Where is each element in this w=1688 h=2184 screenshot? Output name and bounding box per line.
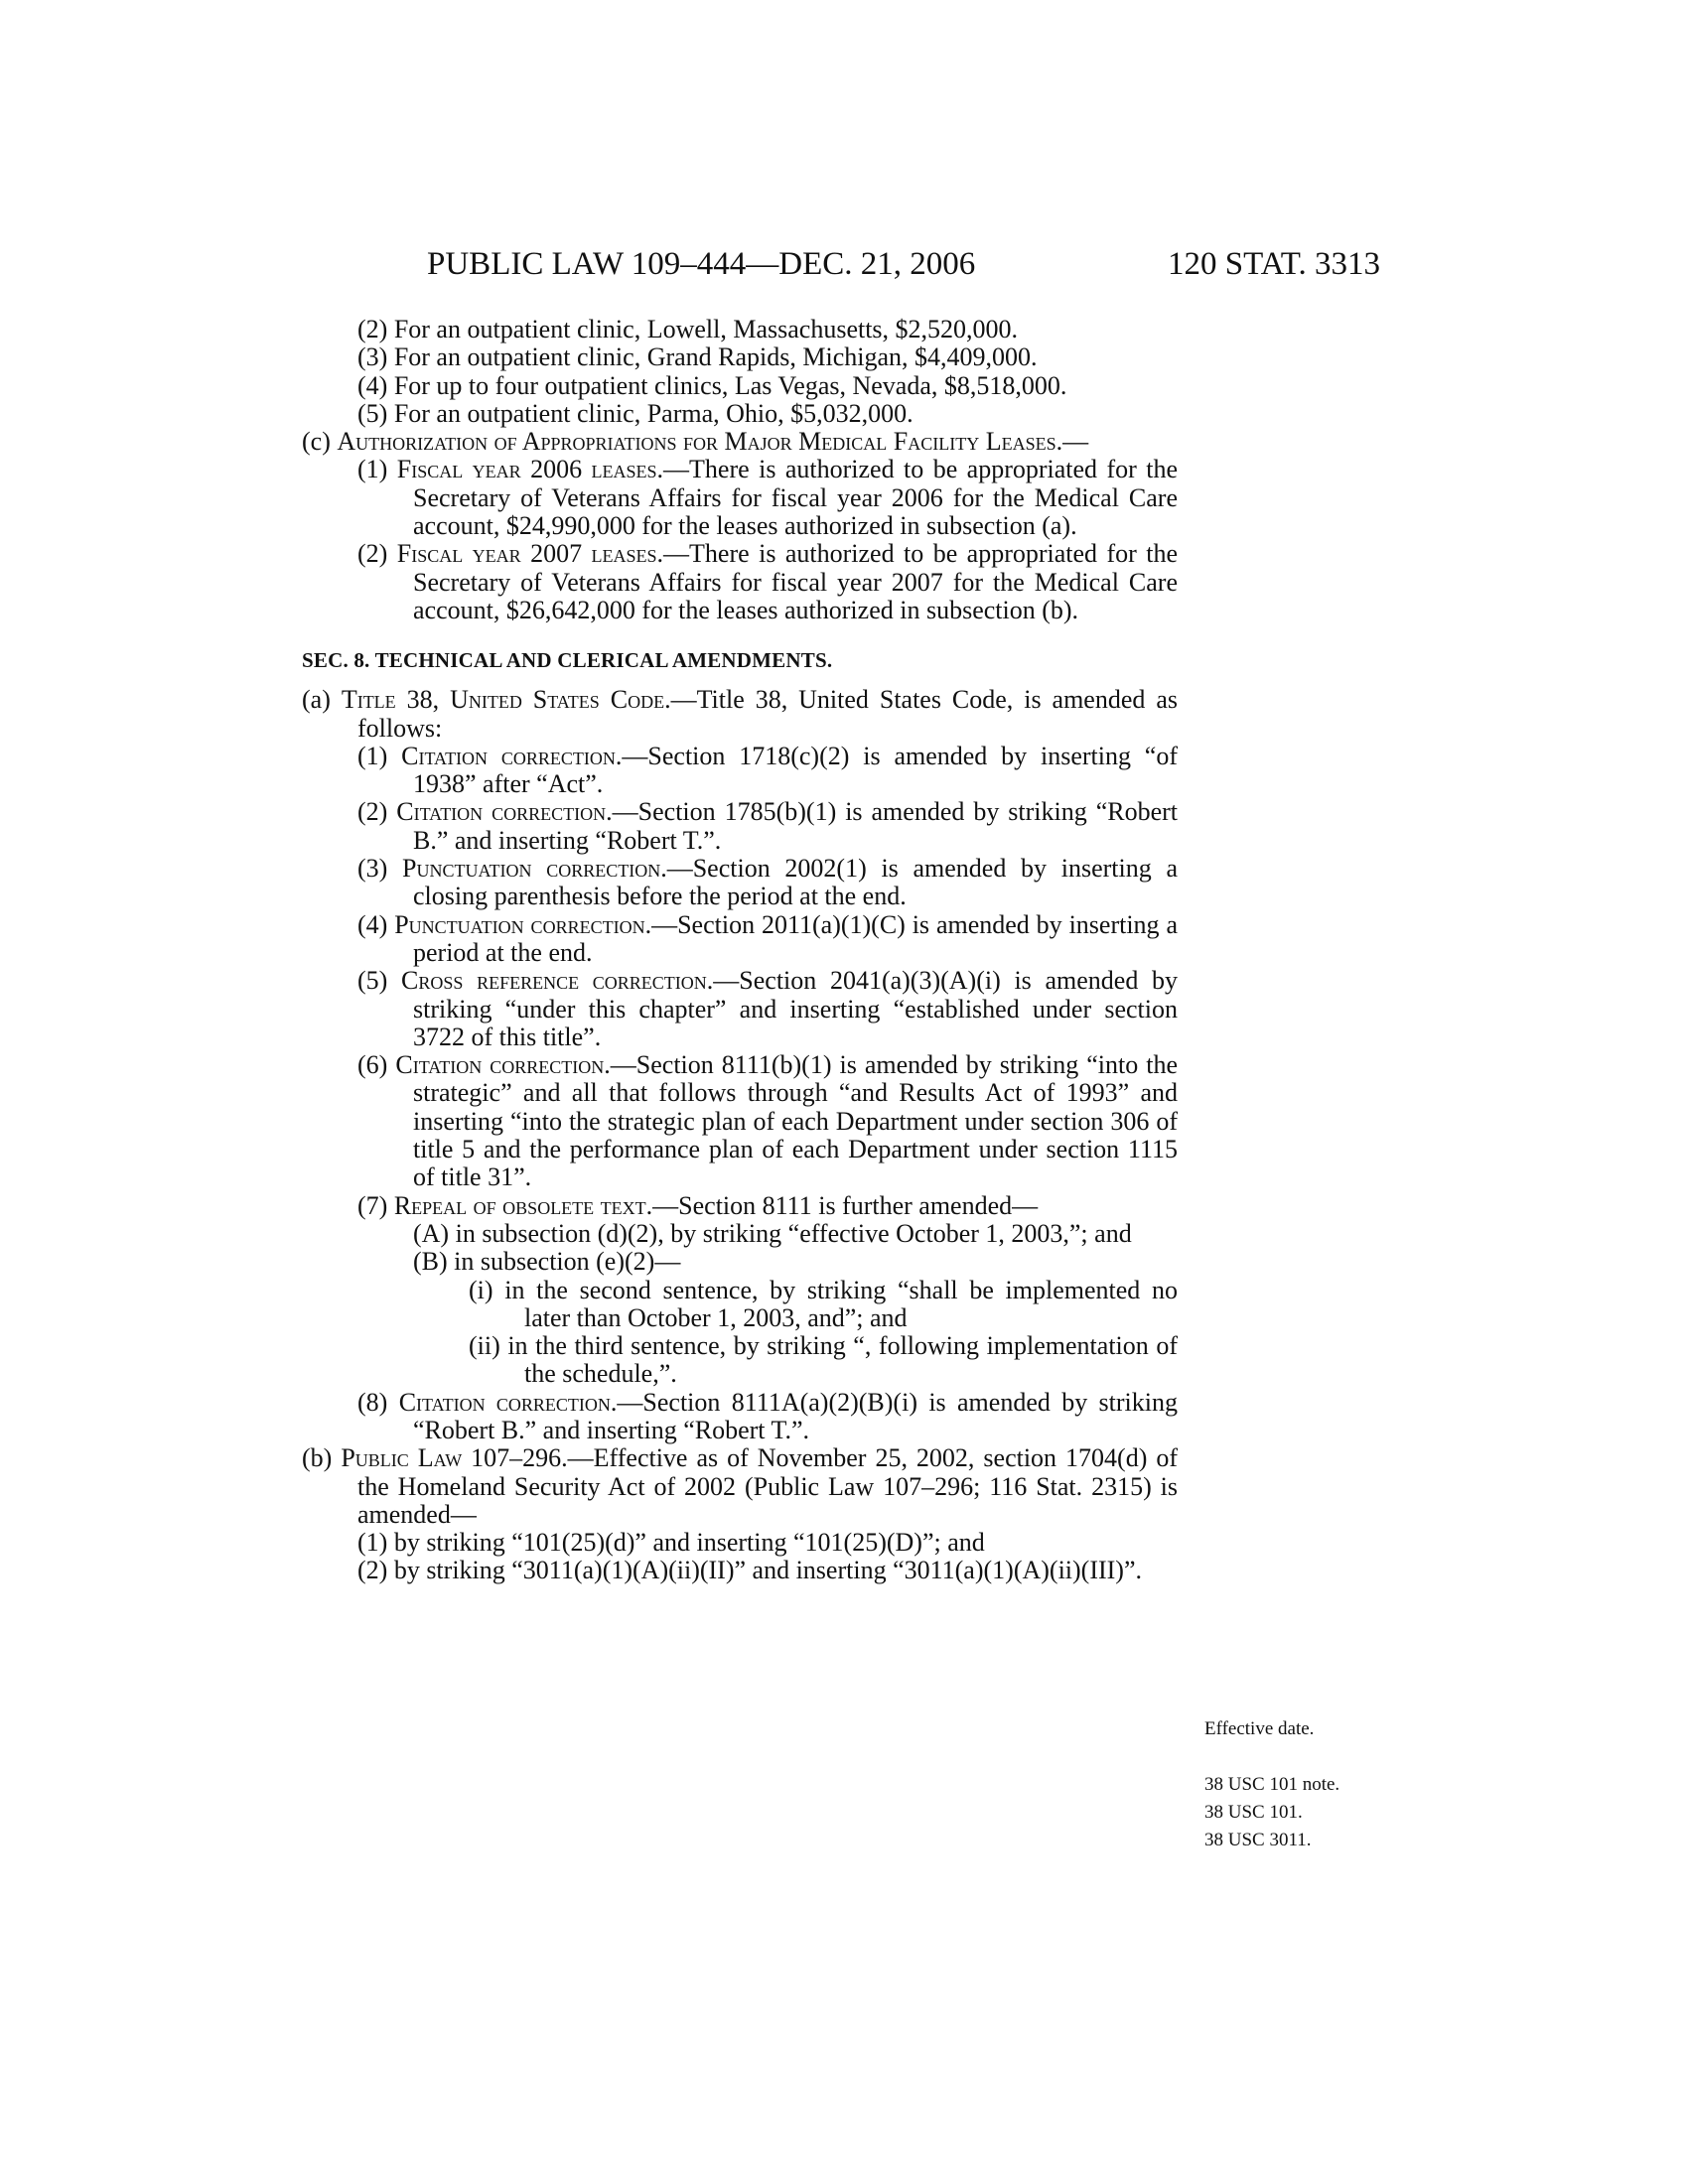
paragraph-heading: Fiscal year 2006 leases.	[396, 455, 664, 484]
paragraph-enum: (2)	[357, 797, 388, 827]
page-header-title: PUBLIC LAW 109–444—DEC. 21, 2006	[427, 246, 976, 282]
margin-note-usc-101: 38 USC 101.	[1204, 1802, 1303, 1823]
subsection-a-paragraph-3	[357, 855, 1178, 911]
subsection-a-paragraph-5	[357, 967, 1178, 1051]
subsection-a-enum: (a)	[302, 685, 331, 715]
subsection-b-heading: Public Law 107–296.	[341, 1443, 568, 1473]
subsection-c-enum: (c)	[302, 427, 331, 457]
subsection-a-paragraph-7	[357, 1192, 1178, 1220]
subsection-c-paragraph-2	[357, 540, 1178, 624]
margin-note-effective-date: Effective date.	[1204, 1718, 1315, 1739]
paragraph-heading: Punctuation correction.	[394, 909, 652, 939]
paragraph-heading: Repeal of obsolete text.	[393, 1190, 653, 1220]
paragraph-enum: (7)	[357, 1190, 388, 1220]
subsection-b-enum: (b)	[302, 1443, 333, 1473]
document-body	[302, 316, 1178, 1585]
subsection-b-paragraph-1: (1) by striking “101(25)(d)” and inserting “101(25)(D)”; and	[357, 1528, 985, 1558]
subsection-a	[302, 686, 1178, 743]
clause-ii: (ii) in the third sentence, by striking “, following implementation of the schedule,”.	[469, 1331, 1178, 1389]
paragraph-enum: (8)	[357, 1387, 388, 1417]
subsection-a-paragraph-4	[357, 911, 1178, 968]
paragraph-heading: Citation correction.	[398, 1387, 618, 1417]
paragraph-text: —Section 8111(b)(1) is amended by striking “into the strategic” and all that follows through “and Results Act of 1993” and inserting “into the strategic plan of each Department under section 306 of title 5 and the performance plan of each Department under section 1115 of title 31”.	[413, 1050, 1179, 1192]
paragraph-heading: Citation correction.	[396, 797, 613, 827]
clause-i: (i) in the second sentence, by striking “shall be implemented no later than October 1, 2003, and”; and	[469, 1275, 1178, 1332]
page-header-stat: 120 STAT. 3313	[1167, 246, 1380, 282]
clinic-paragraph-3: (3) For an outpatient clinic, Grand Rapids, Michigan, $4,409,000.	[357, 342, 1038, 372]
paragraph-enum: (2)	[357, 539, 388, 569]
subparagraph-B: (B) in subsection (e)(2)—	[413, 1247, 681, 1277]
paragraph-enum: (5)	[357, 966, 388, 996]
paragraph-enum: (1)	[357, 741, 388, 770]
subsection-c-paragraph-1	[357, 456, 1178, 540]
paragraph-enum: (3)	[357, 854, 388, 884]
paragraph-text: —Section 1785(b)(1) is amended by striking “Robert B.” and inserting “Robert T.”.	[413, 797, 1179, 855]
paragraph-text: —Section 8111 is further amended—	[652, 1190, 1039, 1220]
page-header	[427, 244, 1380, 284]
subsection-a-paragraph-1	[357, 743, 1178, 799]
paragraph-heading: Fiscal year 2007 leases.	[396, 539, 664, 569]
clinic-paragraph-4: (4) For up to four outpatient clinics, Las Vegas, Nevada, $8,518,000.	[357, 370, 1067, 400]
subsection-c-heading: Authorization of Appropriations for Major Medical Facility Leases.	[337, 427, 1063, 457]
subsection-a-paragraph-2	[357, 798, 1178, 855]
paragraph-text: —Section 8111A(a)(2)(B)(i) is amended by striking “Robert B.” and inserting “Robert T.”.	[413, 1387, 1179, 1444]
clinic-paragraph-5: (5) For an outpatient clinic, Parma, Ohio, $5,032,000.	[357, 398, 914, 428]
margin-note-usc-3011: 38 USC 3011.	[1204, 1830, 1312, 1850]
paragraph-heading: Cross reference correction.	[401, 966, 714, 996]
subparagraph-A: (A) in subsection (d)(2), by striking “effective October 1, 2003,”; and	[413, 1218, 1132, 1248]
paragraph-text: —Section 2041(a)(3)(A)(i) is amended by striking “under this chapter” and inserting “established under section 3722 of this title”.	[413, 966, 1179, 1051]
paragraph-text: —There is authorized to be appropriated for the Secretary of Veterans Affairs for fiscal year 2007 for the Medical Care account, $26,642,000 for the leases authorized in subsection (b).	[413, 539, 1178, 624]
subsection-b-paragraph-2: (2) by striking “3011(a)(1)(A)(ii)(II)” and inserting “3011(a)(1)(A)(ii)(III)”.	[357, 1556, 1143, 1585]
paragraph-text: —There is authorized to be appropriated for the Secretary of Veterans Affairs for fiscal year 2006 for the Medical Care account, $24,990,000 for the leases authorized in subsection (a).	[413, 455, 1178, 541]
subsection-a-paragraph-6	[357, 1051, 1178, 1191]
paragraph-enum: (6)	[357, 1050, 388, 1080]
paragraph-heading: Punctuation correction.	[402, 854, 667, 884]
paragraph-text: —Section 2011(a)(1)(C) is amended by inserting a period at the end.	[413, 909, 1178, 967]
subsection-b	[302, 1444, 1178, 1529]
paragraph-heading: Citation correction.	[401, 741, 623, 770]
paragraph-text: —Section 2002(1) is amended by inserting a closing parenthesis before the period at the end.	[413, 854, 1178, 911]
subsection-c	[302, 428, 1178, 456]
clinic-paragraph-2: (2) For an outpatient clinic, Lowell, Massachusetts, $2,520,000.	[357, 315, 1019, 343]
subsection-c-dash: —	[1062, 427, 1089, 457]
subsection-a-heading: Title 38, United States Code.	[341, 685, 671, 715]
paragraph-text: —Section 1718(c)(2) is amended by inserting “of 1938” after “Act”.	[413, 741, 1178, 799]
subsection-b-text: —Effective as of November 25, 2002, section 1704(d) of the Homeland Security Act of 2002 (Public Law 107–296; 116 Stat. 2315) is amended—	[357, 1443, 1178, 1529]
section-heading: SEC. 8. TECHNICAL AND CLERICAL AMENDMENTS.	[302, 648, 833, 673]
paragraph-heading: Citation correction.	[395, 1050, 611, 1080]
paragraph-enum: (4)	[357, 909, 388, 939]
subsection-a-paragraph-8	[357, 1389, 1178, 1445]
paragraph-enum: (1)	[357, 455, 388, 484]
margin-note-usc-101-note: 38 USC 101 note.	[1204, 1774, 1340, 1795]
subsection-a-text: —Title 38, United States Code, is amended as follows:	[357, 685, 1178, 743]
